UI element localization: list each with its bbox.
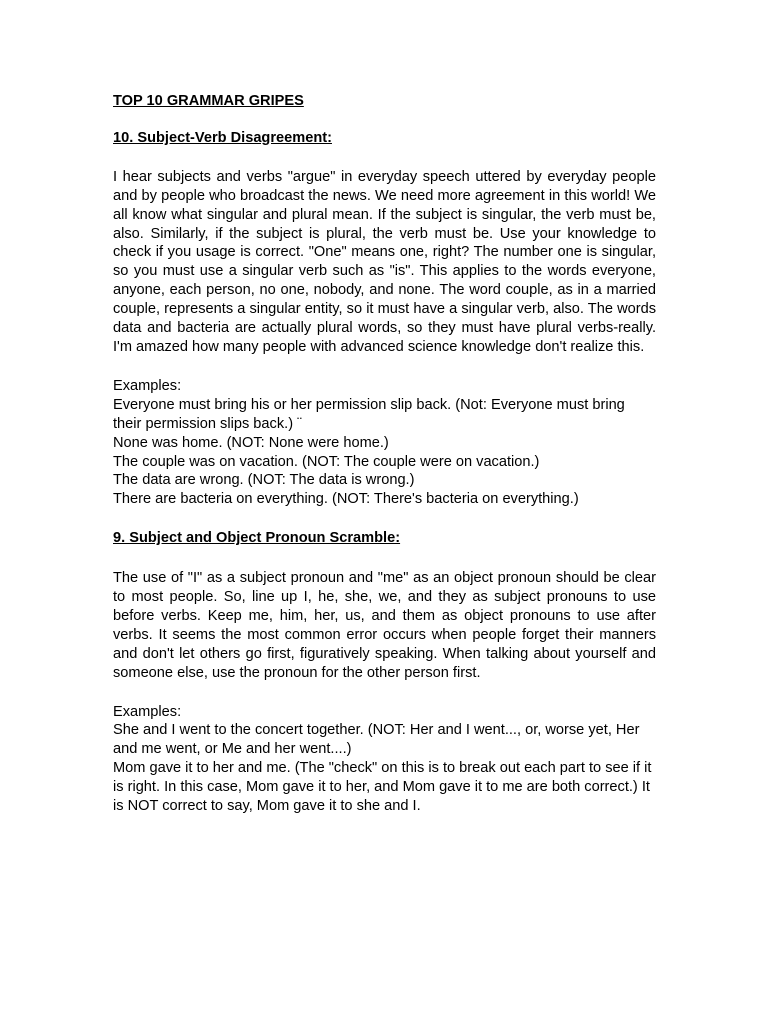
example-line: She and I went to the concert together. (NOT: Her and I went..., or, worse yet, Her and me went, or Me and her went....) — [113, 722, 640, 758]
section-10-examples-list — [113, 396, 656, 509]
document-title: TOP 10 GRAMMAR GRIPES — [113, 93, 304, 109]
example-line: Mom gave it to her and me. (The "check" on this is to break out each part to see if it is right. In this case, Mom gave it to her, and Mom gave it to me are both correct.) It is NOT correct to say, Mom gave it to she and I. — [113, 760, 652, 815]
section-9-examples-list — [113, 721, 656, 816]
section-10-examples-label: Examples: — [113, 377, 182, 394]
section-9-body: The use of "I" as a subject pronoun and "me" as an object pronoun should be clear to most people. So, line up I, he, she, we, and they as subject pronouns to use before verbs. Keep me, him, her, us, and them as object pronouns to use after verbs. It seems the most common error occurs when people forget their manners and don't let others go first, figuratively speaking. When talking about yourself and someone else, use the pronoun for the other person first. — [113, 570, 656, 681]
section-9-examples-label: Examples: — [113, 703, 182, 720]
document-page — [113, 92, 656, 816]
section-10-body: I hear subjects and verbs "argue" in everyday speech uttered by everyday people and by people who broadcast the news. We need more agreement in this world! We all know what singular and plural mean. If the subject is singular, the verb must be, also. Similarly, if the subject is plural, the verb must be. Use your knowledge to check if you usage is correct. "One" means one, right? The number one is singular, so you must use a singular verb such as "is". This applies to the words everyone, anyone, each person, no one, nobody, and none. The word couple, as in a married couple, represents a singular entity, so it must have a singular verb, also. The words data and bacteria are actually plural words, so they must have plural verbs-really. I'm amazed how many people with advanced science knowledge don't realize this. — [113, 168, 656, 355]
example-line: There are bacteria on everything. (NOT: There's bacteria on everything.) — [113, 491, 579, 508]
section-10-heading: 10. Subject-Verb Disagreement: — [113, 129, 332, 146]
section-9-heading: 9. Subject and Object Pronoun Scramble: — [113, 530, 401, 547]
example-line: Everyone must bring his or her permission slip back. (Not: Everyone must bring their permission slips back.) ¨ — [113, 396, 625, 432]
example-line: None was home. (NOT: None were home.) — [113, 434, 389, 451]
example-line: The couple was on vacation. (NOT: The couple were on vacation.) — [113, 453, 540, 470]
example-line: The data are wrong. (NOT: The data is wrong.) — [113, 472, 415, 489]
